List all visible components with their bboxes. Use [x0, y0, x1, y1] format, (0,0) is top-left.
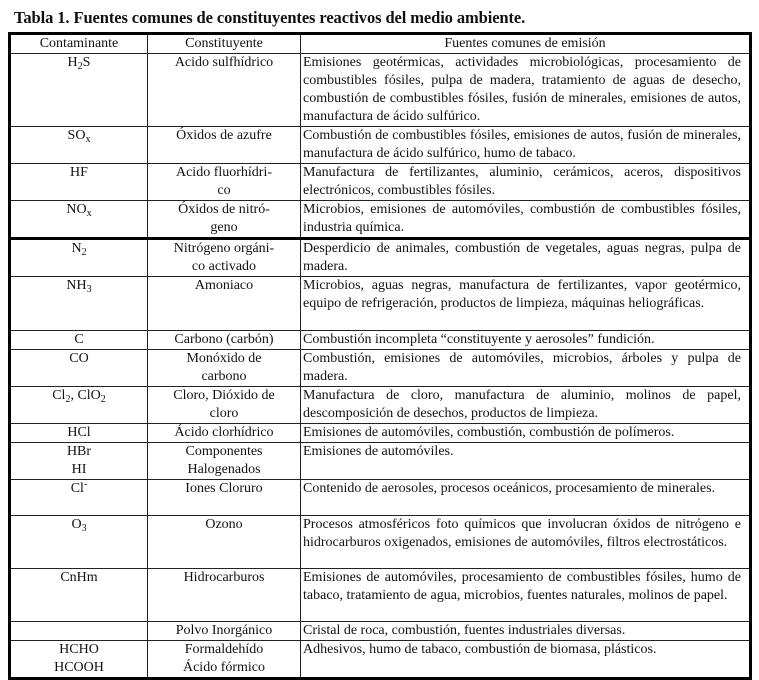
formula-part: x: [86, 208, 92, 219]
formula-part: HF: [70, 165, 88, 180]
header-fuentes: Fuentes comunes de emisión: [301, 34, 751, 54]
table-row: [10, 480, 751, 516]
formula-part: HBr: [66, 444, 92, 459]
cell-contaminante: [10, 201, 148, 239]
formula-part: HCHO: [59, 642, 99, 657]
constituent-line: Polvo Inorgánico: [175, 623, 273, 638]
cell-constituyente: [148, 443, 301, 480]
formula-part: 3: [86, 284, 92, 295]
constituent-line: Monóxido de: [186, 351, 262, 366]
table-row: [10, 164, 751, 201]
cell-fuentes: Emisiones de automóviles, procesamiento de combustibles fósiles, humo de tabaco, tratamiento de agua, microbios, fuentes naturales, molinos de papel.: [301, 569, 751, 622]
table-row: [10, 622, 751, 641]
cell-contaminante: [10, 424, 148, 443]
cell-constituyente: [148, 424, 301, 443]
cell-fuentes: Microbios, aguas negras, manufactura de fertilizantes, vapor geotérmico, equipo de refrigeración, productos de limpieza, máquinas heliográficas.: [301, 277, 751, 331]
formula: [14, 54, 144, 72]
constituent-line: geno: [210, 220, 238, 235]
cell-fuentes: Procesos atmosféricos foto químicos que involucran óxidos de nitrógeno e hidrocarburos oxigenados, emisiones de automóviles, filtros electrostáticos.: [301, 516, 751, 569]
cell-contaminante: [10, 443, 148, 480]
formula: [14, 659, 144, 677]
cell-contaminante: [10, 622, 148, 641]
cell-constituyente: [148, 239, 301, 277]
formula: [14, 443, 144, 461]
cell-constituyente: [148, 516, 301, 569]
cell-contaminante: [10, 127, 148, 164]
cell-constituyente: [148, 164, 301, 201]
cell-fuentes: Combustión incompleta “constituyente y aerosoles” fundición.: [301, 331, 751, 350]
table-row: [10, 424, 751, 443]
formula-part: CO: [69, 351, 89, 366]
formula-part: HCl: [67, 425, 91, 440]
cell-contaminante: [10, 569, 148, 622]
constituent-line: Ácido fórmico: [182, 660, 266, 675]
formula-part: SO: [67, 128, 86, 143]
formula: [14, 461, 144, 479]
sources-table: [8, 32, 752, 680]
cell-constituyente: [148, 350, 301, 387]
formula: [14, 350, 144, 368]
cell-contaminante: [10, 641, 148, 679]
table-row: [10, 350, 751, 387]
formula: [14, 201, 144, 219]
formula: [14, 641, 144, 659]
formula: [14, 127, 144, 145]
cell-contaminante: [10, 239, 148, 277]
formula-part: 3: [81, 523, 87, 534]
cell-contaminante: [10, 164, 148, 201]
formula: [14, 277, 144, 295]
cell-constituyente: [148, 622, 301, 641]
formula-part: O: [71, 517, 82, 532]
cell-constituyente: [148, 641, 301, 679]
cell-fuentes: Combustión de combustibles fósiles, emisiones de autos, fusión de minerales, manufactura de ácido sulfúrico, humo de tabaco.: [301, 127, 751, 164]
formula-part: x: [85, 134, 91, 145]
formula-part: H: [67, 55, 78, 70]
formula-part: , ClO: [70, 388, 101, 403]
cell-constituyente: [148, 277, 301, 331]
formula-part: C: [74, 332, 84, 347]
cell-fuentes: Contenido de aerosoles, procesos oceánicos, procesamiento de minerales.: [301, 480, 751, 516]
formula-part: HCOOH: [54, 660, 104, 675]
table-row: [10, 331, 751, 350]
formula-part: 2: [81, 247, 87, 258]
formula-part: NO: [66, 202, 87, 217]
cell-contaminante: [10, 331, 148, 350]
cell-contaminante: [10, 54, 148, 127]
formula: [14, 569, 144, 587]
cell-fuentes: Desperdicio de animales, combustión de vegetales, aguas negras, pulpa de madera.: [301, 239, 751, 277]
cell-constituyente: [148, 201, 301, 239]
constituent-line: Hidrocarburos: [183, 570, 265, 585]
constituent-line: Óxidos de azufre: [176, 128, 272, 143]
formula: [14, 240, 144, 258]
cell-contaminante: [10, 516, 148, 569]
cell-contaminante: [10, 350, 148, 387]
cell-fuentes: Manufactura de cloro, manufactura de aluminio, molinos de papel, descomposición de desechos, productos de limpieza.: [301, 387, 751, 424]
table-row: [10, 54, 751, 127]
constituent-line: Acido fluorhídri-: [175, 165, 273, 180]
constituent-line: Acido sulfhídrico: [174, 55, 274, 70]
constituent-line: Halogenados: [187, 462, 261, 477]
table-row: [10, 127, 751, 164]
cell-contaminante: [10, 277, 148, 331]
table-row: [10, 277, 751, 331]
header-constituyente: Constituyente: [148, 34, 301, 54]
constituent-line: Carbono (carbón): [174, 332, 274, 347]
constituent-line: co activado: [191, 259, 257, 274]
table-row: [10, 569, 751, 622]
formula-part: 2: [77, 61, 83, 72]
cell-constituyente: [148, 54, 301, 127]
constituent-line: Ácido clorhídrico: [174, 425, 274, 440]
cell-fuentes: Manufactura de fertilizantes, aluminio, cerámicos, aceros, dispositivos electrónicos, combustibles fósiles.: [301, 164, 751, 201]
constituent-line: Formaldehído: [184, 642, 264, 657]
formula: [14, 516, 144, 534]
cell-contaminante: [10, 480, 148, 516]
formula-part: CnHm: [60, 570, 98, 585]
formula-part: NH: [66, 278, 87, 293]
table-row: [10, 641, 751, 679]
formula-part: HI: [71, 462, 87, 477]
formula: [14, 387, 144, 405]
formula-part: S: [82, 55, 91, 70]
formula-part: Cl: [52, 388, 66, 403]
cell-constituyente: [148, 127, 301, 164]
cell-constituyente: [148, 331, 301, 350]
constituent-line: Ozono: [205, 517, 243, 532]
constituent-line: Componentes: [185, 444, 263, 459]
constituent-line: co: [217, 183, 231, 198]
table-body: [10, 54, 751, 679]
formula-part: 2: [100, 394, 106, 405]
constituent-line: carbono: [201, 369, 247, 384]
cell-fuentes: Combustión, emisiones de automóviles, microbios, árboles y pulpa de madera.: [301, 350, 751, 387]
cell-fuentes: Emisiones geotérmicas, actividades microbiológicas, procesamiento de combustibles fósiles, pulpa de madera, tratamiento de aguas de desecho, combustión de combustibles fósiles, fusión de minerales, emisiones de autos, manufactura de ácido sulfúrico.: [301, 54, 751, 127]
cell-constituyente: [148, 387, 301, 424]
formula: [14, 424, 144, 442]
formula-part: Cl: [70, 481, 84, 496]
formula-part: N: [71, 241, 82, 256]
cell-fuentes: Emisiones de automóviles, combustión, combustión de polímeros.: [301, 424, 751, 443]
cell-fuentes: Microbios, emisiones de automóviles, combustión de combustibles fósiles, industria química.: [301, 201, 751, 239]
table-title: Tabla 1. Fuentes comunes de constituyentes reactivos del medio ambiente.: [14, 8, 526, 27]
constituent-line: Cloro, Dióxido de: [173, 388, 275, 403]
formula: [14, 331, 144, 349]
table-row: [10, 239, 751, 277]
table-row: [10, 516, 751, 569]
constituent-line: Amoniaco: [194, 278, 254, 293]
table-row: [10, 387, 751, 424]
table-row: [10, 443, 751, 480]
cell-constituyente: [148, 569, 301, 622]
constituent-line: Iones Cloruro: [185, 481, 263, 496]
formula-part: -: [83, 479, 88, 490]
header-row: [10, 34, 751, 54]
constituent-line: cloro: [209, 406, 239, 421]
table-row: [10, 201, 751, 239]
formula: [14, 480, 144, 498]
constituent-line: Óxidos de nitró-: [178, 202, 270, 217]
cell-constituyente: [148, 480, 301, 516]
formula-part: 2: [65, 394, 71, 405]
header-contaminante: Contaminante: [10, 34, 148, 54]
cell-contaminante: [10, 387, 148, 424]
constituent-line: Nitrógeno orgáni-: [173, 241, 275, 256]
formula: [14, 164, 144, 182]
cell-fuentes: Cristal de roca, combustión, fuentes industriales diversas.: [301, 622, 751, 641]
cell-fuentes: Adhesivos, humo de tabaco, combustión de biomasa, plásticos.: [301, 641, 751, 679]
cell-fuentes: Emisiones de automóviles.: [301, 443, 751, 480]
